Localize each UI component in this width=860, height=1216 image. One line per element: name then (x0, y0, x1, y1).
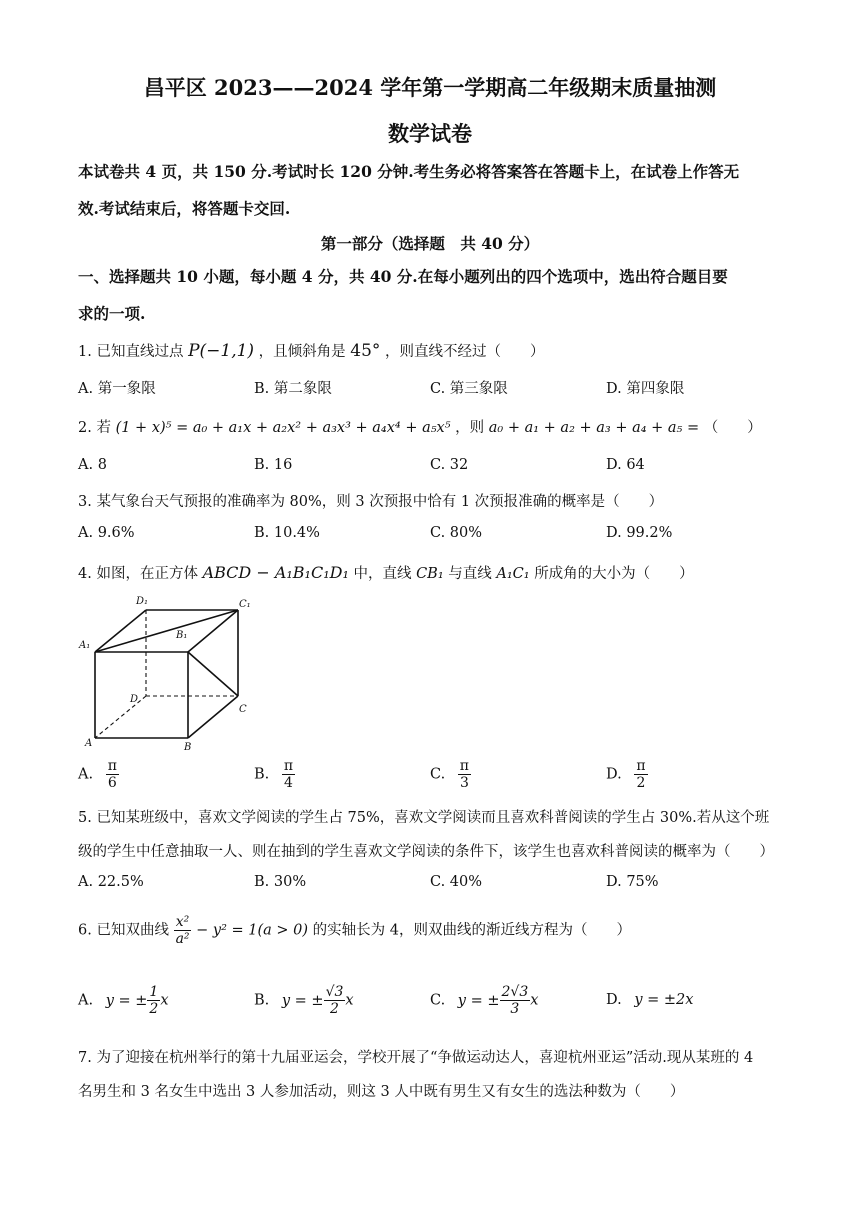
q4-option-c (430, 758, 471, 791)
question-5-line-1: 5. 已知某班级中，喜欢文学阅读的学生占 75%，喜欢文学阅读而且喜欢科普阅读的学生占 30%.若从这个班 (78, 810, 770, 826)
q6-frac-den: a² (175, 931, 190, 948)
q1-text-pre: 1. 已知直线过点 (78, 344, 184, 360)
q6-frac-num: x² (175, 914, 190, 930)
label-b: B (184, 742, 192, 752)
q4-option-a (78, 758, 119, 791)
q3-option-c: C. 80% (430, 525, 483, 541)
q2-option-c: C. 32 (430, 457, 469, 473)
q4-option-c-den: 3 (459, 775, 469, 792)
section-instructions-2: 求的一项. (78, 304, 146, 323)
part-heading: 第一部分（选择题 共 40 分） (320, 234, 540, 253)
q6-option-a-post: x (160, 992, 169, 1009)
q4-option-c-num: π (459, 758, 469, 774)
q6-option-c-post: x (530, 992, 539, 1009)
q4-option-b-den: 4 (284, 775, 293, 792)
q4-line-b: A₁C₁ (496, 566, 530, 582)
question-1 (78, 340, 545, 361)
label-a: A (85, 738, 93, 749)
q2-option-b: B. 16 (254, 457, 293, 473)
label-c: C (239, 704, 247, 715)
q6-option-d (606, 992, 693, 1008)
question-6 (78, 914, 631, 947)
q4-option-d (606, 758, 648, 791)
q4-option-b-letter: B. (254, 766, 270, 783)
q6-option-c-letter: C. (430, 992, 446, 1009)
q4-option-c-letter: C. (430, 766, 446, 783)
q4-option-a-letter: A. (78, 766, 94, 783)
q4-text-pre: 4. 如图，在正方体 (78, 566, 198, 582)
q1-text-mid: ，且倾斜角是 (258, 344, 346, 360)
q1-option-c: C. 第三象限 (430, 381, 508, 397)
q4-option-d-letter: D. (606, 766, 622, 783)
q4-option-b-num: π (283, 758, 294, 774)
q1-option-a: A. 第一象限 (78, 381, 156, 397)
q2-text-post: （ ） (703, 420, 762, 436)
q6-option-b (254, 984, 354, 1017)
label-d: D (130, 694, 139, 705)
q6-option-b-pre: y = ± (281, 992, 324, 1009)
q4-line-a: CB₁ (416, 566, 444, 582)
q4-option-d-den: 2 (636, 775, 646, 792)
q1-text-post: ，则直线不经过（ ） (385, 344, 545, 360)
q1-option-b: B. 第二象限 (254, 381, 332, 397)
q6-option-a (78, 984, 169, 1017)
intro-line-1: 本试卷共 4 页，共 150 分.考试时长 120 分钟.考生务必将答案答在答题卡上，在试卷上作答无 (78, 162, 740, 181)
label-d1: D₁ (136, 596, 149, 607)
q4-text-post: 所成角的大小为（ ） (534, 566, 694, 582)
q3-option-b: B. 10.4% (254, 525, 320, 541)
label-c1: C₁ (239, 599, 251, 610)
q1-point: P(−1,1) (188, 341, 255, 361)
q6-text-post: 的实轴长为 4，则双曲线的渐近线方程为（ ） (312, 922, 632, 939)
q6-option-a-num: 1 (149, 984, 159, 1000)
question-5-line-2: 级的学生中任意抽取一人、则在抽到的学生喜欢文学阅读的条件下，该学生也喜欢科普阅读的概率为（ ） (78, 844, 774, 860)
q6-option-a-pre: y = ± (105, 992, 148, 1009)
q3-option-d: D. 99.2% (606, 525, 673, 541)
label-b1: B₁ (176, 630, 188, 641)
q6-option-b-num: √3 (325, 984, 344, 1000)
q5-option-a: A. 22.5% (78, 874, 144, 890)
intro-line-2: 效.考试结束后，将答题卡交回. (78, 199, 291, 218)
q5-option-b: B. 30% (254, 874, 307, 890)
q3-option-a: A. 9.6% (78, 525, 135, 541)
exam-subtitle: 数学试卷 (388, 121, 472, 146)
q2-coefficient-sum: a₀ + a₁ + a₂ + a₃ + a₄ + a₅ = (488, 420, 700, 436)
q4-option-a-den: 6 (107, 775, 117, 792)
q6-option-b-letter: B. (254, 992, 270, 1009)
q6-option-d-letter: D. (606, 992, 622, 1008)
section-instructions-1: 一、选择题共 10 小题，每小题 4 分，共 40 分.在每小题列出的四个选项中，选出符合题目要 (78, 267, 728, 286)
question-3: 3. 某气象台天气预报的准确率为 80%，则 3 次预报中恰有 1 次预报准确的概率是（ ） (78, 494, 664, 510)
q6-option-a-den: 2 (149, 1001, 159, 1018)
question-7-line-1: 7. 为了迎接在杭州举行的第十九届亚运会，学校开展了“争做运动达人，喜迎杭州亚运”活动.现从某班的 4 (78, 1050, 754, 1066)
q6-option-a-letter: A. (78, 992, 94, 1009)
q4-cube-name: ABCD − A₁B₁C₁D₁ (202, 563, 349, 582)
q6-equation: − y² = 1(a > 0) (196, 922, 309, 939)
q4-text-mid2: 与直线 (448, 566, 492, 582)
q2-text-mid: ，则 (455, 420, 485, 436)
q5-option-d: D. 75% (606, 874, 659, 890)
q4-option-b (254, 758, 295, 791)
question-4 (78, 562, 694, 583)
q4-option-d-num: π (636, 758, 646, 774)
q4-option-a-num: π (107, 758, 117, 774)
q6-text-pre: 6. 已知双曲线 (78, 922, 169, 939)
question-7-line-2: 名男生和 3 名女生中选出 3 人参加活动，则这 3 人中既有男生又有女生的选法种数为（ ） (78, 1084, 685, 1100)
q6-option-b-den: 2 (330, 1001, 339, 1018)
cube-figure (78, 592, 258, 752)
q6-option-c (430, 984, 538, 1017)
q6-option-c-num: 2√3 (501, 984, 529, 1000)
question-2 (78, 416, 762, 437)
q6-option-b-post: x (345, 992, 354, 1009)
q2-option-a: A. 8 (78, 457, 107, 473)
q2-option-d: D. 64 (606, 457, 645, 473)
q1-angle: 45° (350, 341, 381, 361)
q4-text-mid: 中，直线 (353, 566, 412, 582)
q5-option-c: C. 40% (430, 874, 483, 890)
q6-option-d-expr: y = ±2x (634, 992, 694, 1008)
q2-text-pre: 2. 若 (78, 420, 111, 436)
q6-option-c-den: 3 (510, 1001, 520, 1018)
q2-expansion: (1 + x)⁵ = a₀ + a₁x + a₂x² + a₃x³ + a₄x⁴ + a₅x⁵ (115, 420, 451, 436)
q1-option-d: D. 第四象限 (606, 381, 685, 397)
exam-title: 昌平区 2023——2024 学年第一学期高二年级期末质量抽测 (143, 75, 717, 100)
q6-option-c-pre: y = ± (457, 992, 500, 1009)
label-a1: A₁ (79, 640, 91, 651)
